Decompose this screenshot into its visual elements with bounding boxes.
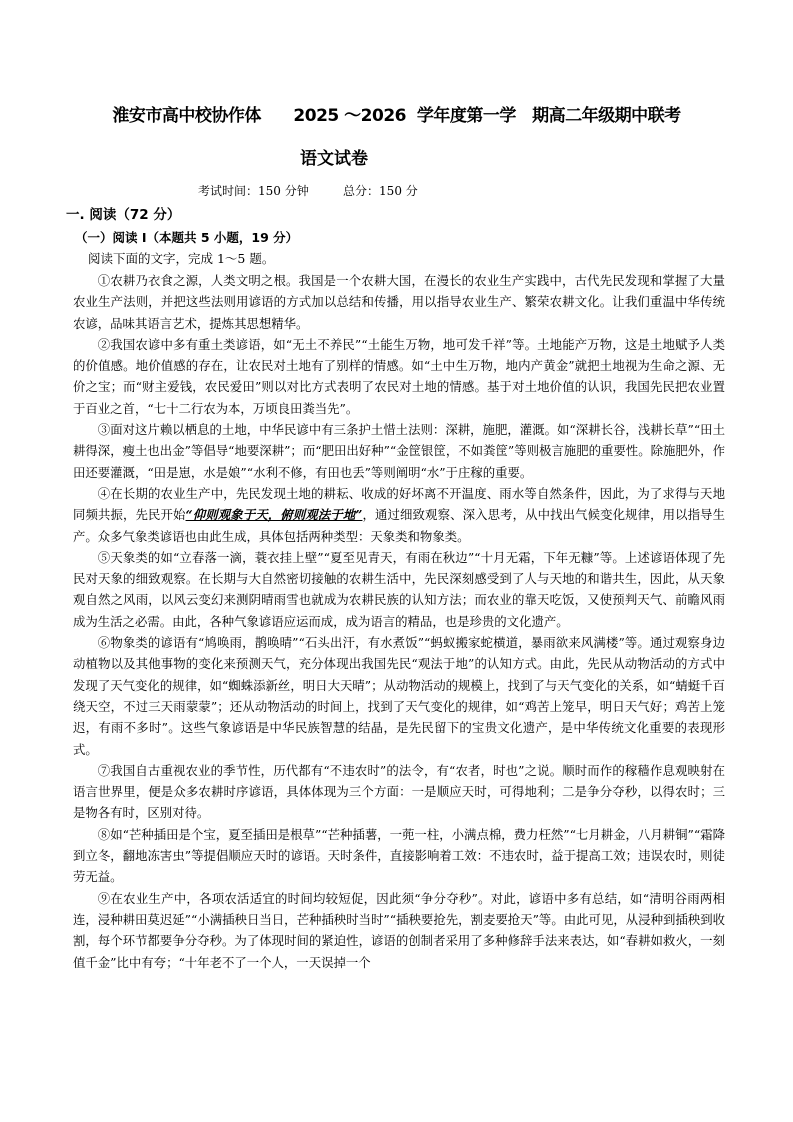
paragraph-4-before: ④在长期的农业生产中，先民发现土地的耕耘、收成的好坏离不开温度、雨水等自然条件，因此，为了求得与天地同频共振，先民开始 [73,485,725,523]
paragraph-5: ⑤天象类的如“立春落一滴，蓑衣挂上壁”“夏至见青天，有雨在秋边”“十月无霜，下年无糠”等。上述谚语体现了先民对天象的细致观察。在长期与大自然密切接触的农耕生活中，先民深刻感受到了人与天地的和谐共生，因此，从天象观自然之风雨，以风云变幻来测阴晴雨雪也就成为农耕民族的认知方法；而农业的靠天吃饭，又使预判天气、前瞻风雨成为生活之必需。由此，各种气象谚语应运而成，成为语言的精品，也是珍贵的文化遗产。 [73,549,725,629]
paragraph-1: ①农耕乃衣食之源，人类文明之根。我国是一个农耕大国，在漫长的农业生产实践中，古代先民发现和掌握了大量农业生产法则，并把这些法则用谚语的方式加以总结和传播，用以指导农业生产、繁荣农耕文化。让我们重温中华传统农谚，品味其语言艺术，提炼其思想精华。 [73,273,725,331]
highlighted-quote: “仰则观象于天，俯则观法于地” [185,507,363,523]
paragraph-7: ⑦我国自古重视农业的季节性，历代都有“不违农时”的法令，有“农者，时也”之说。顺时而作的稼穑作息观映射在语言世界里，便是众多农耕时序谚语，具体体现为三个方面：一是顺应天时，可得地利；二是争分夺秒，以得农时；三是物各有时，区别对待。 [73,762,725,821]
paragraph-4-after: ，通过细致观察、深入思考，从中找出气候变化规律，用以指导生产。众多气象类谚语也由此生成，具体包括两种类型：天象类和物象类。 [73,507,726,544]
paragraph-3: ③面对这片赖以栖息的土地，中华民谚中有三条护土惜土法则：深耕，施肥，灌溉。如“深耕长谷，浅耕长草”“田土耕得深，瘦土也出金”等倡导“地要深耕”；而“肥田出好种”“金筐银筐，不如粪筐”等则极言施肥的重要性。除施肥外，作田还要灌溉，“田是崽，水是娘”“水利不修，有田也丢”等则阐明“水”于庄稼的重要。 [73,422,725,480]
instruction: 阅读下面的文字，完成 1～5 题。 [88,251,275,266]
paragraph-9: ⑨在农业生产中，各项农活适宜的时间均较短促，因此须“争分夺秒”。对此，谚语中多有总结，如“清明谷雨两相连，浸种耕田莫迟延”“小满插秧日当日，芒种插秧时当时”“插秧要抢先，割麦要抢天”等。由此可见，从浸种到插秧到收割，每个环节都要争分夺秒。为了体现时间的紧迫性，谚语的创制者采用了多种修辞手法来表达，如“春耕如救火，一刻值千金”比中有夸；“十年老不了一个人，一天误掉一个 [73,890,725,970]
subsection-heading: （一）阅读 I（本题共 5 小题，19 分） [75,230,299,245]
paragraph-6: ⑥物象类的谚语有“鸠唤雨，鹊唤晴”“石头出汗，有水煮饭”“蚂蚁搬家蛇横道，暴雨欲来风满楼”等。通过观察身边动植物以及其他事物的变化来预测天气，充分体现出我国先民“观法于地”的认知方式。由此，先民从动物活动的方式中发现了天气变化的规律，如“蜘蛛添新丝，明日大天晴”；从动物活动的规模上，找到了与天气变化的关系，如“蜻蜓千百绕天空，不过三天雨蒙蒙”；还从动物活动的时间上，找到了天气变化的规律，如“鸡苦上笼早，明日天气好；鸡苦上笼迟，有雨不多时”。这些气象谚语是中华民族智慧的结晶，是先民留下的宝贵文化遗产，是中华传统文化重要的表现形式。 [73,635,725,757]
paragraph-2: ②我国农谚中多有重土类谚语，如“无土不养民”“土能生万物，地可发千祥”等。土地能产万物，这是土地赋予人类的价值感。地价值感的存在，让农民对土地有了别样的情感。如“土中生万物，地内产黄金”就把土地视为生命之源、无价之宝；而“财主爱钱，农民爱田”则以对比方式表明了农民对土地的情感。基于对土地价值的认识，我国先民把农业置于百业之首，“七十二行农为本，万顷良田粪当先”。 [73,336,725,416]
section-heading: 一. 阅读（72 分） [66,207,181,223]
exam-info: 考试时间：150 分钟 总分：150 分 [198,184,418,198]
exam-title: 淮安市高中校协作体 2025 ～2026 学年度第一学 期高二年级期中联考 [112,106,681,126]
paragraph-4 [73,483,725,547]
paragraph-8: ⑧如“芒种插田是个宝，夏至插田是根草”“芒种插薯，一蔸一柱，小满点棉，费力枉然”“七月耕金，八月耕铜”“霜降到立冬，翻地冻害虫”等提倡顺应天时的谚语。天时条件，直接影响着工效：不违农时，益于提高工效；违误农时，则徒劳无益。 [73,826,725,885]
exam-subtitle: 语文试卷 [300,149,368,169]
reading-passage [73,270,725,973]
